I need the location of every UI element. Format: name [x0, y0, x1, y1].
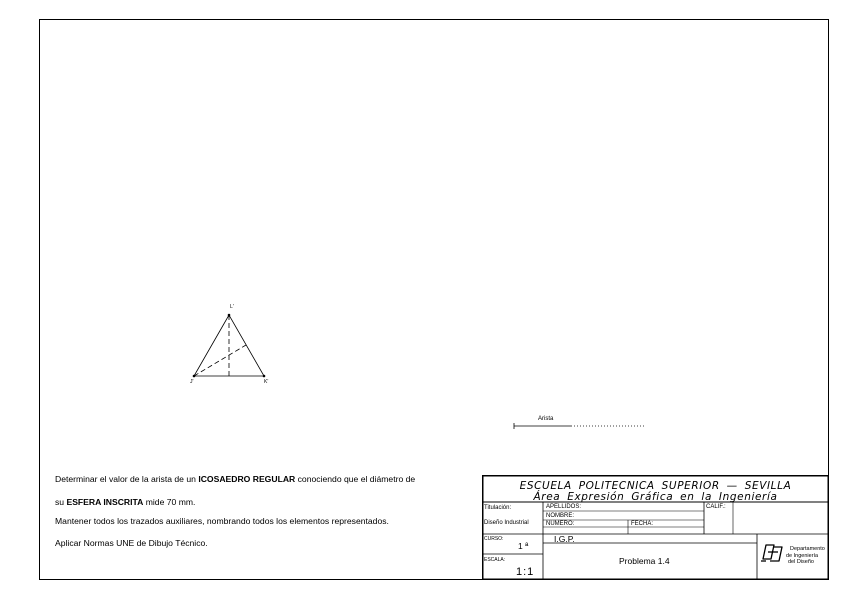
vertex-point-right [263, 375, 266, 378]
school-name: ESCUELA POLITECNICA SUPERIOR — SEVILLA [519, 480, 792, 492]
vertex-label-top: L' [230, 304, 234, 310]
vertex-point-left [193, 375, 196, 378]
escala-value: 1:1 [516, 566, 535, 578]
curso-value: 1 ª [518, 541, 529, 551]
department-name: Departamento de Ingeniería del Diseño [786, 546, 825, 566]
titulacion-value: Diseño Industrial [484, 520, 529, 526]
arista-label: Arista [538, 416, 554, 422]
fecha-label: FECHA: [631, 521, 654, 527]
vertex-label-right: K' [264, 379, 269, 385]
statement-line-4: Aplicar Normas UNE de Dibujo Técnico. [55, 538, 208, 548]
median-dashed-line [194, 345, 246, 376]
title-block [482, 475, 829, 580]
vertex-point-top [228, 314, 231, 317]
vertex-label-left: J' [190, 379, 194, 385]
escala-label: ESCALA: [484, 557, 506, 563]
asignatura-value: I.G.P. [554, 534, 575, 544]
nombre-label: NOMBRE: [546, 513, 575, 519]
numero-label: NUMERO: [546, 521, 575, 527]
titulacion-label: Titulación: [484, 505, 512, 511]
apellidos-label: APELLIDOS: [546, 504, 582, 510]
problema-label: Problema 1.4 [619, 556, 670, 566]
calif-label: CALIF.: [706, 504, 726, 510]
area-name: Área Expresión Gráfica en la Ingeniería [533, 491, 778, 503]
curso-label: CURSO: [484, 536, 504, 542]
statement-line-1: Determinar el valor de la arista de un ICOSAEDRO REGULAR conociendo que el diámetro de [55, 474, 416, 484]
statement-line-3: Mantener todos los trazados auxiliares, nombrando todos los elementos representados. [55, 516, 389, 526]
statement-line-2: su ESFERA INSCRITA mide 70 mm. [55, 497, 196, 507]
